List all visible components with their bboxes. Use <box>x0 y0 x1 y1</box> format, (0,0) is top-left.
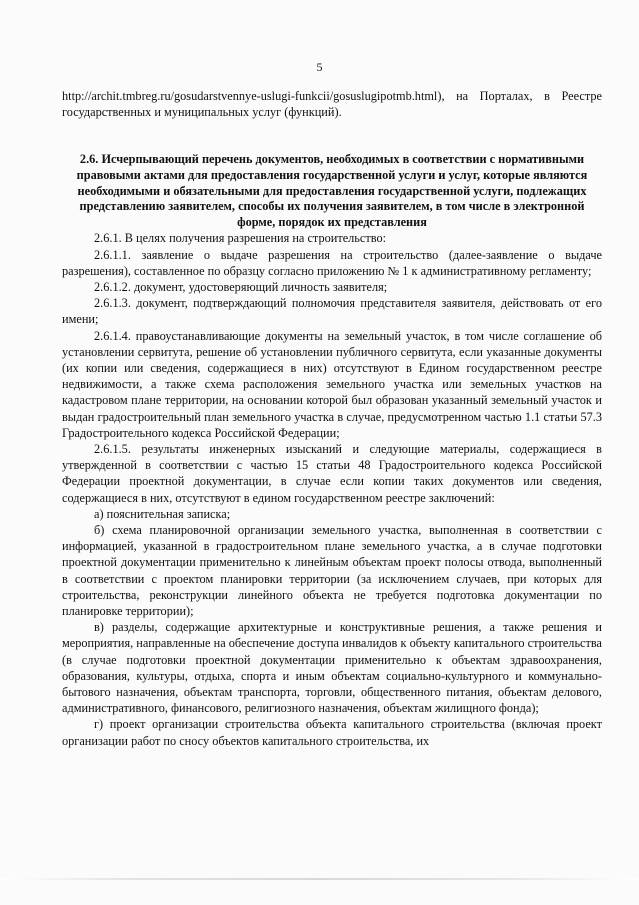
section-heading: 2.6. Исчерпывающий перечень документов, необходимых в соответствии с нормативными правовыми актами для предоставления государственной услуги и услуг, которые являются необходимыми и обязательными для предоставления государственной услуги, подлежащих представлению заявителем, способы их получения заявителем, в том числе в электронной форме, порядок их представления <box>76 152 588 229</box>
paragraph-2-6-1-3: 2.6.1.3. документ, подтверждающий полномочия представителя заявителя, действовать от его имени; <box>62 296 602 327</box>
document-body <box>62 88 602 749</box>
paragraph-2-6-1-4: 2.6.1.4. правоустанавливающие документы на земельный участок, в том числе соглашение об установлении сервитута, решение об установлении публичного сервитута, если указанные документы (их копии или сведения, содержащиеся в них) отсутствуют в Едином государственном реестре недвижимости, а также схема расположения земельного участка или земельных участков на кадастровом плане территории, на основании которой был образован указанный земельный участок и выдан градостроительный план земельного участка в случае, предусмотренном частью 1.1 статьи 57.3 Градостроительного кодекса Российской Федерации; <box>62 328 602 440</box>
page-number: 5 <box>316 60 323 74</box>
list-item-g: г) проект организации строительства объекта капитального строительства (включая проект организации работ по сносу объектов капитального строительства, их <box>62 717 602 748</box>
paragraph-2-6-1-2: 2.6.1.2. документ, удостоверяющий личность заявителя; <box>94 279 388 294</box>
list-item-v: в) разделы, содержащие архитектурные и конструктивные решения, а также решения и мероприятия, направленные на обеспечение доступа инвалидов к объекту капитального строительства (в случае подготовки проектной документации применительно к объектам здравоохранения, образования, культуры, отдыха, спорта и иным объектам социально-культурного и коммунально-бытового назначения, объектам транспорта, торговли, общественного питания, объектам делового, административного, финансового, религиозного назначения, объектам жилищного фонда); <box>62 620 602 716</box>
scan-artifact-line <box>0 878 639 880</box>
intro-paragraph: http://archit.tmbreg.ru/gosudarstvennye-uslugi-funkcii/gosuslugipotmb.html), на Порталах, в Реестре государственных и муниципальных услуг (функций). <box>62 89 602 120</box>
paragraph-2-6-1-1: 2.6.1.1. заявление о выдаче разрешения на строительство (далее-заявление о выдаче разрешения), составленное по образцу согласно приложению № 1 к административному регламенту; <box>62 247 602 278</box>
paragraph-2-6-1: 2.6.1. В целях получения разрешения на строительство: <box>94 231 387 246</box>
list-item-b: б) схема планировочной организации земельного участка, выполненная в соответствии с информацией, указанной в градостроительном плане земельного участка, а в случае подготовки проектной документации применительно к линейным объектам проект полосы отвода, выполненный в соответствии с проектом планировки территории (за исключением случаев, при которых для строительства, реконструкции линейного объекта не требуется подготовка документации по планировке территории); <box>62 523 602 619</box>
paragraph-2-6-1-5: 2.6.1.5. результаты инженерных изысканий и следующие материалы, содержащиеся в утвержденной в соответствии с частью 15 статьи 48 Градостроительного кодекса Российской Федерации проектной документации, в случае если копии таких документов или сведения, содержащиеся в них, отсутствуют в едином государственном реестре заключений: <box>62 442 602 505</box>
list-item-a: а) пояснительная записка; <box>94 506 231 521</box>
